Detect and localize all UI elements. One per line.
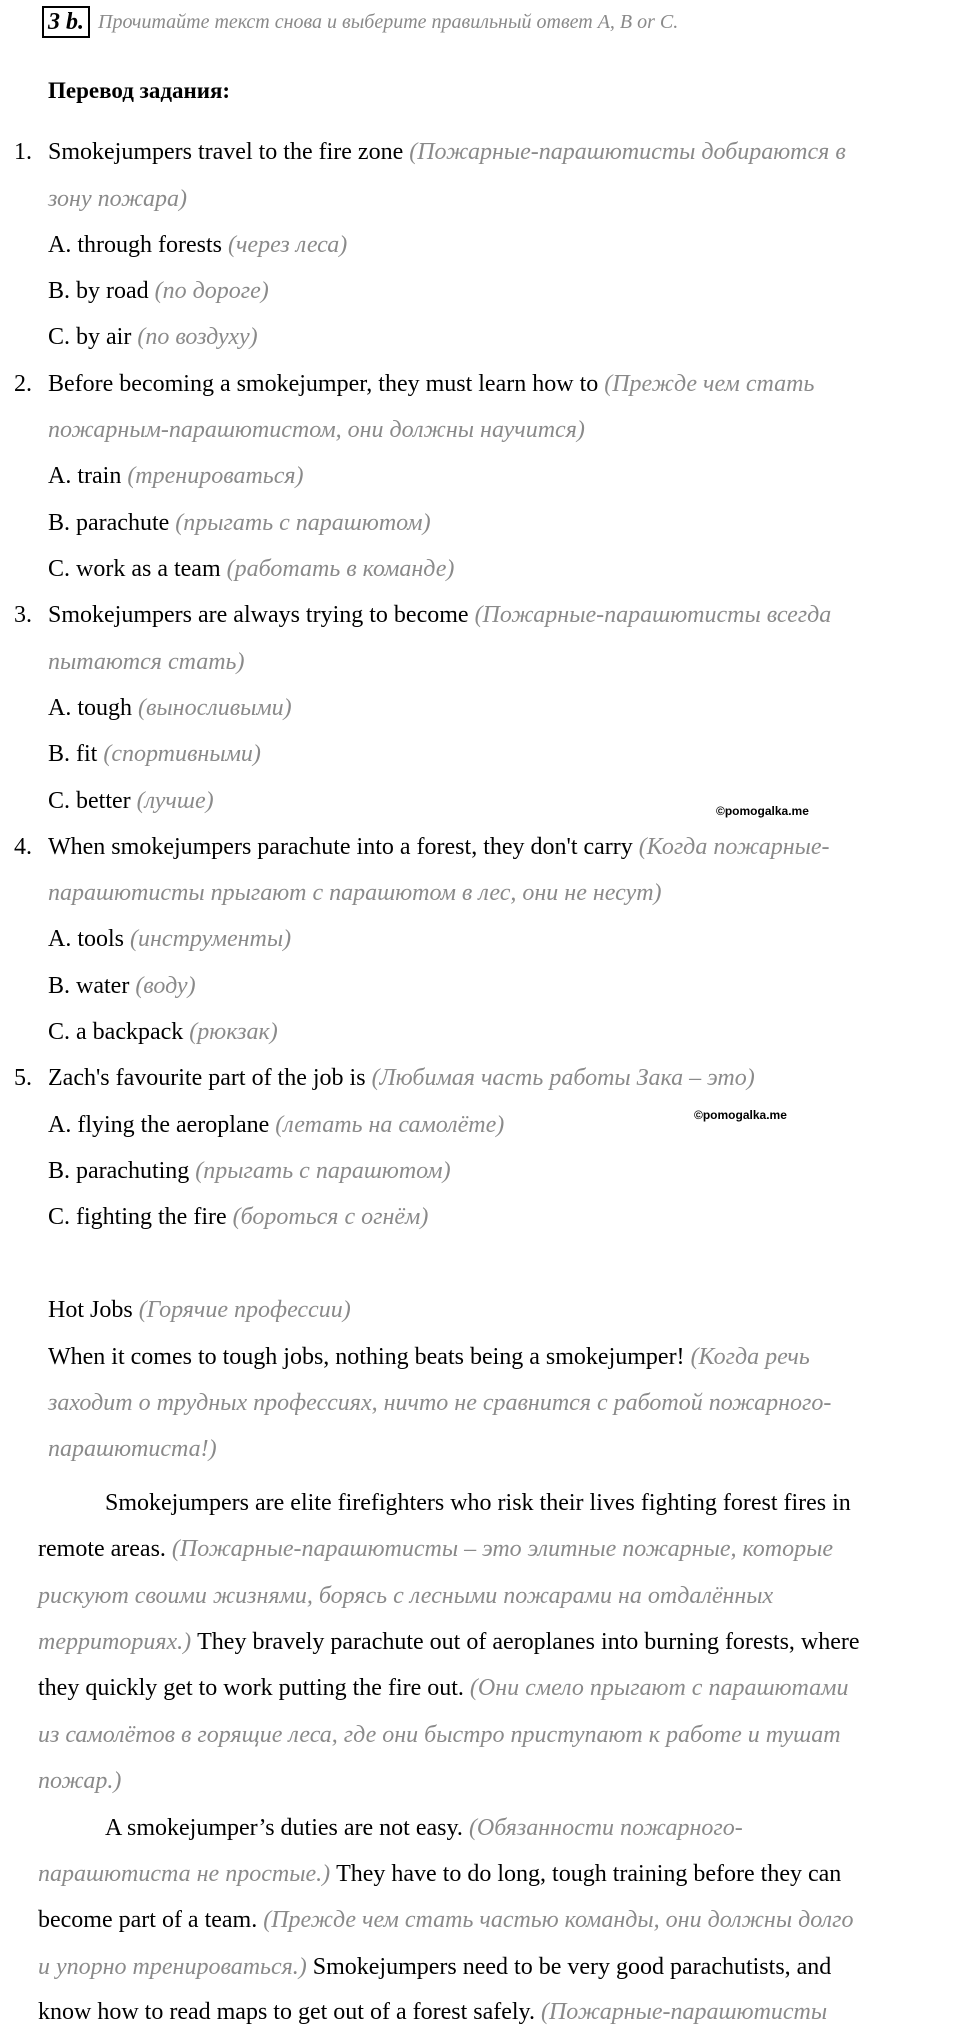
p1-line-1: Smokejumpers are elite firefighters who risk their lives fighting forest fires in bbox=[105, 1490, 851, 1516]
p2-line-5 bbox=[38, 1997, 827, 2027]
option-4a bbox=[48, 924, 291, 954]
p2-en: A smokejumper’s duties are not easy. bbox=[105, 1815, 463, 1841]
question-ru: (Любимая часть работы Зака – это) bbox=[371, 1065, 755, 1091]
option-3b bbox=[48, 739, 261, 769]
option-2c bbox=[48, 554, 454, 584]
option-en: A. tough bbox=[48, 695, 132, 721]
question-number: 2. bbox=[14, 371, 32, 397]
question-4 bbox=[14, 832, 830, 862]
text-title bbox=[48, 1295, 351, 1325]
p1-line-7: пожар.) bbox=[38, 1768, 122, 1794]
question-number: 1. bbox=[14, 139, 32, 165]
translation-heading: Перевод задания: bbox=[48, 78, 231, 103]
text-title-en: Hot Jobs bbox=[48, 1297, 133, 1323]
question-2-ru-cont: пожарным-парашютистом, они должны научится) bbox=[48, 417, 585, 443]
p1-en: they quickly get to work putting the fire out. bbox=[38, 1675, 464, 1701]
p2-en: know how to read maps to get out of a forest safely. bbox=[38, 1999, 535, 2025]
question-en: Before becoming a smokejumper, they must learn how to bbox=[48, 371, 599, 397]
option-ru: (летать на самолёте) bbox=[275, 1112, 505, 1138]
p1-ru: территориях.) bbox=[38, 1629, 192, 1655]
question-number: 4. bbox=[14, 834, 32, 860]
option-ru: (прыгать с парашютом) bbox=[175, 510, 431, 536]
p2-ru: парашютиста не простые.) bbox=[38, 1861, 331, 1887]
option-en: C. fighting the fire bbox=[48, 1204, 227, 1230]
intro-line-2: заходит о трудных профессиях, ничто не сравнится с работой пожарного- bbox=[48, 1390, 832, 1416]
option-ru: (работать в команде) bbox=[226, 556, 455, 582]
p1-line-4 bbox=[38, 1627, 860, 1657]
option-en: A. through forests bbox=[48, 232, 222, 258]
p1-ru: (Они смело прыгают с парашютами bbox=[469, 1675, 849, 1701]
option-ru: (бороться с огнём) bbox=[232, 1204, 429, 1230]
option-ru: (воду) bbox=[135, 973, 196, 999]
intro-ru: (Когда речь bbox=[690, 1344, 810, 1370]
question-en: Zach's favourite part of the job is bbox=[48, 1065, 366, 1091]
option-ru: (по дороге) bbox=[154, 278, 269, 304]
option-en: C. work as a team bbox=[48, 556, 221, 582]
option-en: B. by road bbox=[48, 278, 149, 304]
option-en: C. better bbox=[48, 788, 131, 814]
watermark: ©pomogalka.me bbox=[716, 804, 809, 818]
option-ru: (прыгать с парашютом) bbox=[195, 1158, 451, 1184]
p2-line-4 bbox=[38, 1952, 831, 1982]
intro-line-3: парашютиста!) bbox=[48, 1436, 217, 1462]
question-2 bbox=[14, 369, 814, 399]
text-title-ru: (Горячие профессии) bbox=[138, 1297, 351, 1323]
p2-ru: (Прежде чем стать частью команды, они должны долго bbox=[263, 1907, 854, 1933]
task-number: 3 b. bbox=[42, 6, 90, 38]
question-number: 5. bbox=[14, 1065, 32, 1091]
option-1a bbox=[48, 230, 347, 260]
question-1 bbox=[14, 137, 846, 167]
option-en: C. by air bbox=[48, 324, 132, 350]
option-en: B. fit bbox=[48, 741, 98, 767]
question-ru: (Прежде чем стать bbox=[604, 371, 815, 397]
option-ru: (инструменты) bbox=[130, 926, 292, 952]
p2-ru: (Пожарные-парашютисты bbox=[540, 1999, 828, 2025]
question-3 bbox=[14, 600, 831, 630]
option-ru: (спортивными) bbox=[103, 741, 261, 767]
task-instruction: Прочитайте текст снова и выберите правильный ответ A, B or C. bbox=[98, 10, 679, 33]
intro-en: When it comes to tough jobs, nothing beats being a smokejumper! bbox=[48, 1344, 685, 1370]
task-header bbox=[42, 6, 678, 38]
question-en: Smokejumpers travel to the fire zone bbox=[48, 139, 404, 165]
option-2a bbox=[48, 461, 304, 491]
question-number: 3. bbox=[14, 602, 32, 628]
p1-en: They bravely parachute out of aeroplanes into burning forests, where bbox=[197, 1629, 860, 1655]
option-ru: (по воздуху) bbox=[137, 324, 258, 350]
question-en: Smokejumpers are always trying to become bbox=[48, 602, 469, 628]
option-3c bbox=[48, 786, 214, 816]
p2-en: They have to do long, tough training before they can bbox=[336, 1861, 842, 1887]
p1-line-6: из самолётов в горящие леса, где они быстро приступают к работе и тушат bbox=[38, 1722, 841, 1748]
option-en: B. parachuting bbox=[48, 1158, 190, 1184]
p2-line-3 bbox=[38, 1905, 853, 1935]
question-3-ru-cont: пытаются стать) bbox=[48, 649, 245, 675]
p2-en: Smokejumpers need to be very good parachutists, and bbox=[312, 1954, 832, 1980]
question-4-ru-cont: парашютисты прыгают с парашютом в лес, они не несут) bbox=[48, 880, 662, 906]
p1-line-2 bbox=[38, 1534, 833, 1564]
option-en: C. a backpack bbox=[48, 1019, 184, 1045]
question-ru: (Пожарные-парашютисты всегда bbox=[474, 602, 832, 628]
option-ru: (через леса) bbox=[227, 232, 348, 258]
option-5a bbox=[48, 1110, 504, 1140]
option-2b bbox=[48, 508, 431, 538]
p1-line-3: рискуют своими жизнями, борясь с лесными пожарами на отдалённых bbox=[38, 1583, 774, 1609]
option-5b bbox=[48, 1156, 451, 1186]
p1-line-5 bbox=[38, 1673, 848, 1703]
watermark: ©pomogalka.me bbox=[694, 1108, 787, 1122]
question-ru: (Пожарные-парашютисты добираются в bbox=[409, 139, 846, 165]
option-ru: (тренироваться) bbox=[127, 463, 304, 489]
option-en: A. train bbox=[48, 463, 122, 489]
option-en: B. parachute bbox=[48, 510, 170, 536]
question-ru: (Когда пожарные- bbox=[638, 834, 830, 860]
intro-line-1 bbox=[48, 1342, 810, 1372]
option-1b bbox=[48, 276, 269, 306]
p2-line-2 bbox=[38, 1859, 841, 1889]
p1-en: remote areas. bbox=[38, 1536, 166, 1562]
option-en: A. tools bbox=[48, 926, 125, 952]
question-1-ru-cont: зону пожара) bbox=[48, 186, 188, 212]
option-en: A. flying the aeroplane bbox=[48, 1112, 270, 1138]
option-1c bbox=[48, 322, 258, 352]
option-5c bbox=[48, 1202, 428, 1232]
option-ru: (выносливыми) bbox=[138, 695, 292, 721]
option-en: B. water bbox=[48, 973, 130, 999]
p1-ru: (Пожарные-парашютисты – это элитные пожарные, которые bbox=[171, 1536, 834, 1562]
question-5 bbox=[14, 1063, 755, 1093]
p2-ru: (Обязанности пожарного- bbox=[468, 1815, 743, 1841]
option-3a bbox=[48, 693, 292, 723]
p2-ru: и упорно тренироваться.) bbox=[38, 1954, 307, 1980]
option-4c bbox=[48, 1017, 278, 1047]
question-en: When smokejumpers parachute into a forest, they don't carry bbox=[48, 834, 633, 860]
p2-en: become part of a team. bbox=[38, 1907, 258, 1933]
option-4b bbox=[48, 971, 196, 1001]
option-ru: (рюкзак) bbox=[189, 1019, 278, 1045]
option-ru: (лучше) bbox=[136, 788, 214, 814]
p2-line-1 bbox=[105, 1813, 743, 1843]
